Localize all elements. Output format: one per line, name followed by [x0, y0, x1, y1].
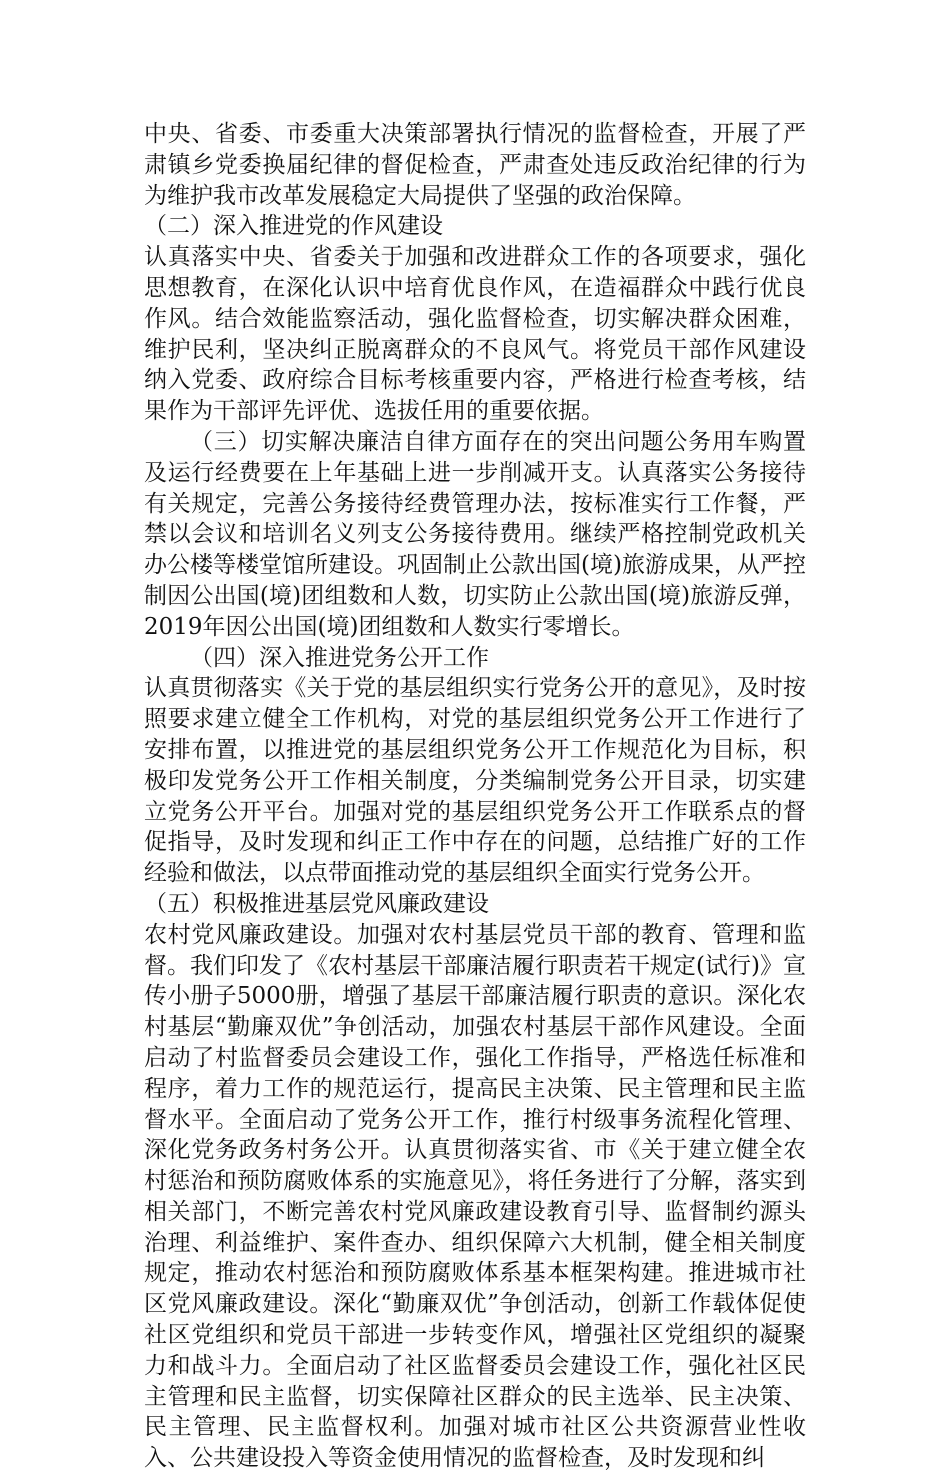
section-heading-4: （四）深入推进党务公开工作 [190, 644, 489, 671]
document-body [144, 119, 806, 1474]
paragraph-continuation: 中央、省委、市委重大决策部署执行情况的监督检查，开展了严肃镇乡党委换届纪律的督促检查，严肃查处违反政治纪律的行为为维护我市改革发展稳定大局提供了坚强的政治保障。 [144, 121, 806, 209]
paragraph-style-building: 认真落实中央、省委关于加强和改进群众工作的各项要求，强化思想教育，在深化认识中培育优良作风，在造福群众中践行优良作风。结合效能监察活动，强化监督检查，切实解决群众困难，维护民利，坚决纠正脱离群众的不良风气。将党员干部作风建设纳入党委、政府综合目标考核重要内容，严格进行检查考核，结果作为干部评先评优、选拔任用的重要依据。 [144, 244, 806, 425]
paragraph-party-affairs: 认真贯彻落实《关于党的基层组织实行党务公开的意见》，及时按照要求建立健全工作机构，对党的基层组织党务公开工作进行了安排布置，以推进党的基层组织党务公开工作规范化为目标，积极印发党务公开工作相关制度，分类编制党务公开目录，切实建立党务公开平台。加强对党的基层组织党务公开工作联系点的督促指导，及时发现和纠正工作中存在的问题，总结推广好的工作经验和做法，以点带面推动党的基层组织全面实行党务公开。 [144, 675, 806, 887]
paragraph-grassroots: 农村党风廉政建设。加强对农村基层党员干部的教育、管理和监督。我们印发了《农村基层干部廉洁履行职责若干规定(试行)》宣传小册子5000册，增强了基层干部廉洁履行职责的意识。深化农村基层“勤廉双优”争创活动，加强农村基层干部作风建设。全面启动了村监督委员会建设工作，强化工作指导，严格选任标准和程序，着力工作的规范运行，提高民主决策、民主管理和民主监督水平。全面启动了党务公开工作，推行村级事务流程化管理、深化党务政务村务公开。认真贯彻落实省、市《关于建立健全农村惩治和预防腐败体系的实施意见》，将任务进行了分解，落实到相关部门，不断完善农村党风廉政建设教育引导、监督制约源头治理、利益维护、案件查办、组织保障六大机制，健全相关制度规定，推动农村惩治和预防腐败体系基本框架构建。推进城市社区党风廉政建设。深化“勤廉双优”争创活动，创新工作载体促使社区党组织和党员干部进一步转变作风，增强社区党组织的凝聚力和战斗力。全面启动了社区监督委员会建设工作，强化社区民主管理和民主监督，切实保障社区群众的民主选举、民主决策、民主管理、民主监督权利。加强对城市社区公共资源营业性收入、公共建设投入等资金使用情况的监督检查，及时发现和纠 [144, 921, 806, 1472]
section-heading-2: （二）深入推进党的作风建设 [144, 213, 443, 240]
section-heading-5: （五）积极推进基层党风廉政建设 [144, 890, 489, 917]
section-heading-3: （三）切实解决廉洁自律方面存在的突出问题公务用车购置及运行经费要在上年基础上进一步削减开支。认真落实公务接待有关规定，完善公务接待经费管理办法，按标准实行工作餐，严禁以会议和培训名义列支公务接待费用。继续严格控制党政机关办公楼等楼堂馆所建设。巩固制止公款出国(境)旅游成果，从严控制因公出国(境)团组数和人数，切实防止公款出国(境)旅游反弹，2019年因公出国(境)团组数和人数实行零增长。 [144, 428, 806, 640]
